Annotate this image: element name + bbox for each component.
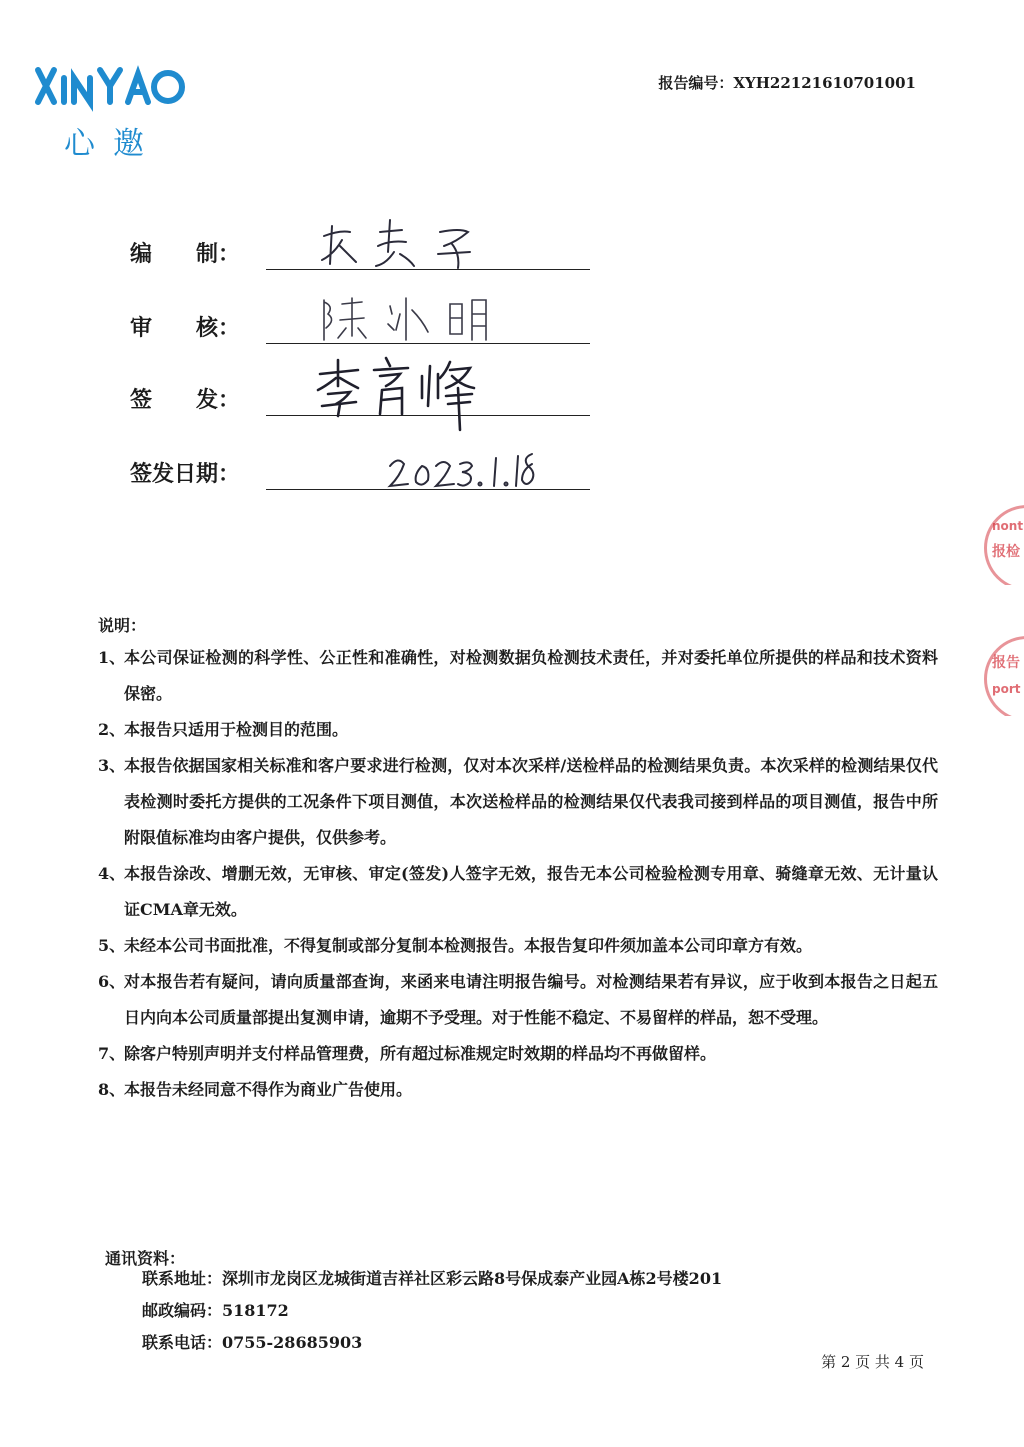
- handwritten-signature-3: [310, 352, 540, 422]
- note-item: 6、 对本报告若有疑问，请向质量部查询，来函来电请注明报告编号。对检测结果若有异议，应于收到本报告之日起五日内向本公司质量部提出复测申请，逾期不予受理。对于性能不稳定、不易留样的样品，恕不受理。: [98, 972, 938, 1027]
- signature-row-date: [130, 430, 600, 490]
- note-item: 2、 本报告只适用于检测目的范围。: [98, 720, 349, 739]
- company-logo: [30, 60, 200, 170]
- signature-row-compiled: [130, 210, 600, 270]
- note-item: 3、 本报告依据国家相关标准和客户要求进行检测，仅对本次采样/送检样品的检测结果负责。本次采样的检测结果仅代表检测时委托方提供的工况条件下项目测值，本次送检样品的检测结果仅代表我司接到样品的项目测值，报告中所附限值标准均由客户提供，仅供参考。: [98, 756, 938, 847]
- seal-stamp-partial: 报告 port: [984, 636, 1024, 716]
- signature-label: 审 核：: [130, 315, 240, 341]
- notes-title: 说明：: [98, 616, 147, 635]
- contact-postcode: 邮政编码：518172: [142, 1301, 289, 1320]
- note-item: 7、 除客户特别声明并支付样品管理费，所有超过标准规定时效期的样品均不再做留样。: [98, 1044, 717, 1063]
- handwritten-signature-1: [310, 206, 540, 276]
- logo-chinese-name: 心邀: [64, 126, 162, 162]
- contact-address: 联系地址：深圳市龙岗区龙城街道吉祥社区彩云路8号保成泰产业园A栋2号楼201: [142, 1269, 723, 1288]
- signature-label: 签发日期：: [130, 461, 241, 487]
- signature-row-review: [130, 284, 600, 344]
- signature-label: 签 发：: [130, 387, 240, 413]
- note-item: 8、 本报告未经同意不得作为商业广告使用。: [98, 1080, 413, 1099]
- note-item: 1、 本公司保证检测的科学性、公正性和准确性，对检测数据负检测技术责任，并对委托单位所提供的样品和技术资料保密。: [98, 648, 938, 703]
- handwritten-signature-2: [310, 280, 540, 350]
- notes-list: [98, 640, 938, 1108]
- note-item: 5、 未经本公司书面批准，不得复制或部分复制本检测报告。本报告复印件须加盖本公司印章方有效。: [98, 936, 813, 955]
- report-number: 报告编号：XYH22121610701001: [658, 74, 916, 92]
- signature-label: 编 制：: [130, 241, 240, 267]
- signature-row-issue: [130, 356, 600, 416]
- contact-title: 通讯资料：: [105, 1249, 186, 1268]
- handwritten-date: [310, 426, 540, 496]
- contact-info: [142, 1263, 722, 1359]
- contact-phone: 联系电话：0755-28685903: [142, 1333, 363, 1352]
- note-item: 4、 本报告涂改、增删无效，无审核、审定(签发)人签字无效，报告无本公司检验检测专用章、骑缝章无效、无计量认证CMA章无效。: [98, 864, 938, 919]
- xinyao-logo-mark: [30, 60, 190, 112]
- page-number: 第 2 页 共 4 页: [821, 1353, 924, 1371]
- seal-stamp-partial: nont 报检: [984, 505, 1024, 585]
